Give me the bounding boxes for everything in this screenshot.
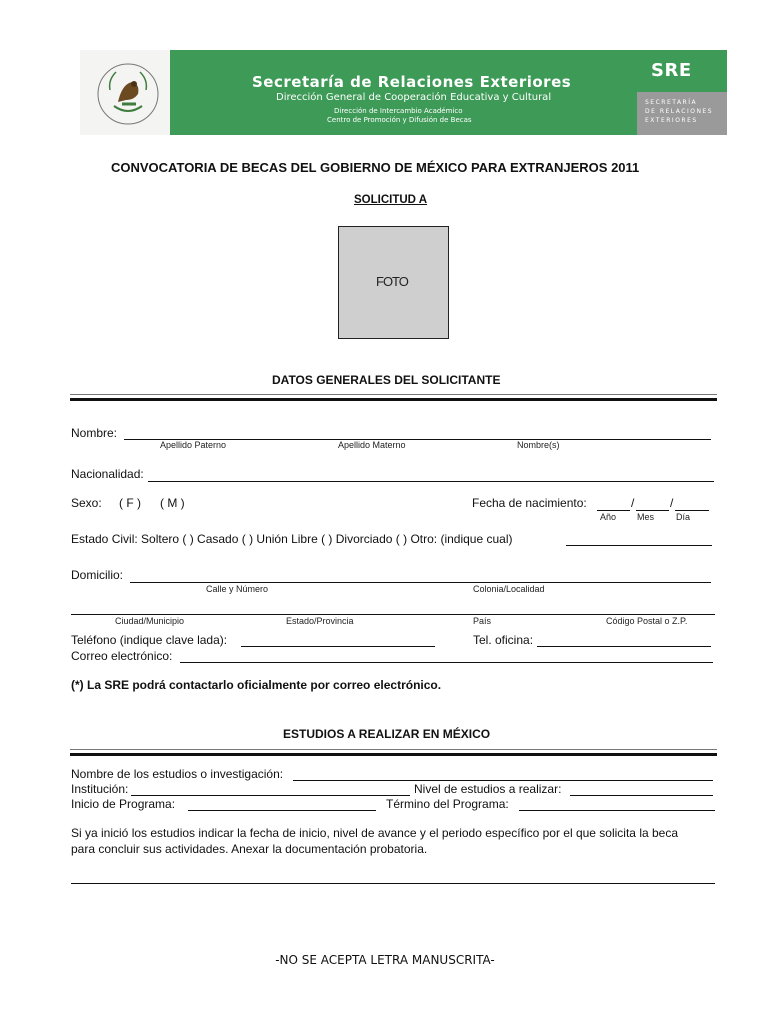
nombre-caption-paterno: Apellido Paterno — [160, 440, 227, 450]
tel-oficina-field[interactable] — [537, 646, 711, 647]
estudios-field[interactable] — [293, 780, 713, 781]
fecha-caption-mes: Mes — [637, 512, 655, 522]
correo-label: Correo electrónico: — [71, 649, 173, 663]
nivel-label: Nivel de estudios a realizar: — [414, 782, 562, 796]
agency-sub2: Dirección de Intercambio Académico — [334, 107, 463, 115]
inicio-programa-label: Inicio de Programa: — [71, 797, 176, 811]
mexico-seal-icon — [92, 54, 164, 130]
agency-subtitle: Dirección General de Cooperación Educativa y Cultural — [276, 92, 552, 103]
institucion-label: Institución: — [71, 782, 129, 796]
nivel-field[interactable] — [570, 795, 713, 796]
instructions-line2: para concluir sus actividades. Anexar la documentación probatoria. — [71, 842, 428, 856]
fecha-slash: / — [631, 496, 635, 510]
domicilio-caption-calle: Calle y Número — [206, 584, 269, 594]
agency-sub3: Centro de Promoción y Difusión de Becas — [327, 116, 472, 124]
correo-field[interactable] — [180, 662, 713, 663]
estado-civil-otro-field[interactable] — [566, 545, 712, 546]
telefono-field[interactable] — [241, 646, 435, 647]
section-heading-general: DATOS GENERALES DEL SOLICITANTE — [272, 373, 501, 387]
avance-field[interactable] — [71, 883, 715, 884]
estudios-label: Nombre de los estudios o investigación: — [71, 767, 284, 781]
nombre-label: Nombre: — [71, 426, 118, 440]
addr-caption-ciudad: Ciudad/Municipio — [115, 616, 185, 626]
estado-civil-label: Estado Civil: Soltero ( ) Casado ( ) Unión Libre ( ) Divorciado ( ) Otro: (indique cual) — [71, 532, 513, 546]
domicilio-field[interactable] — [130, 582, 711, 583]
photo-label: FOTO — [376, 274, 408, 289]
termino-programa-label: Término del Programa: — [386, 797, 509, 811]
inicio-programa-field[interactable] — [188, 810, 376, 811]
fecha-mes-field[interactable] — [636, 510, 669, 511]
addr-caption-estado: Estado/Provincia — [286, 616, 354, 626]
fecha-dia-field[interactable] — [675, 510, 709, 511]
nacionalidad-label: Nacionalidad: — [71, 467, 144, 481]
addr-caption-cp: Código Postal o Z.P. — [606, 616, 688, 626]
footer-notice: -NO SE ACEPTA LETRA MANUSCRITA- — [275, 953, 495, 967]
address-line2-field[interactable] — [71, 614, 715, 615]
sre-logo-line2: DE RELACIONES — [645, 108, 714, 115]
sre-logo: SRE — [651, 60, 692, 81]
domicilio-label: Domicilio: — [71, 568, 124, 582]
fecha-ano-field[interactable] — [597, 510, 630, 511]
termino-programa-field[interactable] — [519, 810, 715, 811]
fecha-nacimiento-label: Fecha de nacimiento: — [472, 496, 587, 510]
nombre-caption-nombres: Nombre(s) — [517, 440, 560, 450]
document-subtitle: SOLICITUD A — [354, 194, 428, 206]
sexo-m-option[interactable]: ( M ) — [160, 496, 185, 510]
fecha-caption-dia: Día — [676, 512, 691, 522]
instructions-line1: Si ya inició los estudios indicar la fecha de inicio, nivel de avance y el periodo específico por el que solicita la beca — [71, 826, 679, 840]
divider-thick — [70, 753, 717, 756]
sre-logo-line3: EXTERIORES — [645, 117, 698, 124]
sre-logo-line1: SECRETARÍA — [645, 99, 698, 106]
addr-caption-pais: País — [473, 616, 492, 626]
fecha-caption-ano: Año — [600, 512, 617, 522]
domicilio-caption-colonia: Colonia/Localidad — [473, 584, 545, 594]
sexo-label: Sexo: — [71, 496, 102, 510]
correo-note: (*) La SRE podrá contactarlo oficialmente por correo electrónico. — [71, 678, 442, 692]
institucion-field[interactable] — [131, 795, 410, 796]
nombre-caption-materno: Apellido Materno — [338, 440, 406, 450]
divider — [70, 749, 717, 750]
nacionalidad-field[interactable] — [148, 481, 714, 482]
fecha-slash: / — [670, 496, 674, 510]
document-title: CONVOCATORIA DE BECAS DEL GOBIERNO DE MÉXICO PARA EXTRANJEROS 2011 — [111, 160, 640, 175]
section-heading-estudios: ESTUDIOS A REALIZAR EN MÉXICO — [283, 727, 491, 741]
divider — [70, 394, 717, 395]
agency-title: Secretaría de Relaciones Exteriores — [252, 73, 572, 91]
divider-thick — [70, 398, 717, 401]
sexo-f-option[interactable]: ( F ) — [119, 496, 141, 510]
telefono-label: Teléfono (indique clave lada): — [71, 633, 228, 647]
tel-oficina-label: Tel. oficina: — [473, 633, 534, 647]
